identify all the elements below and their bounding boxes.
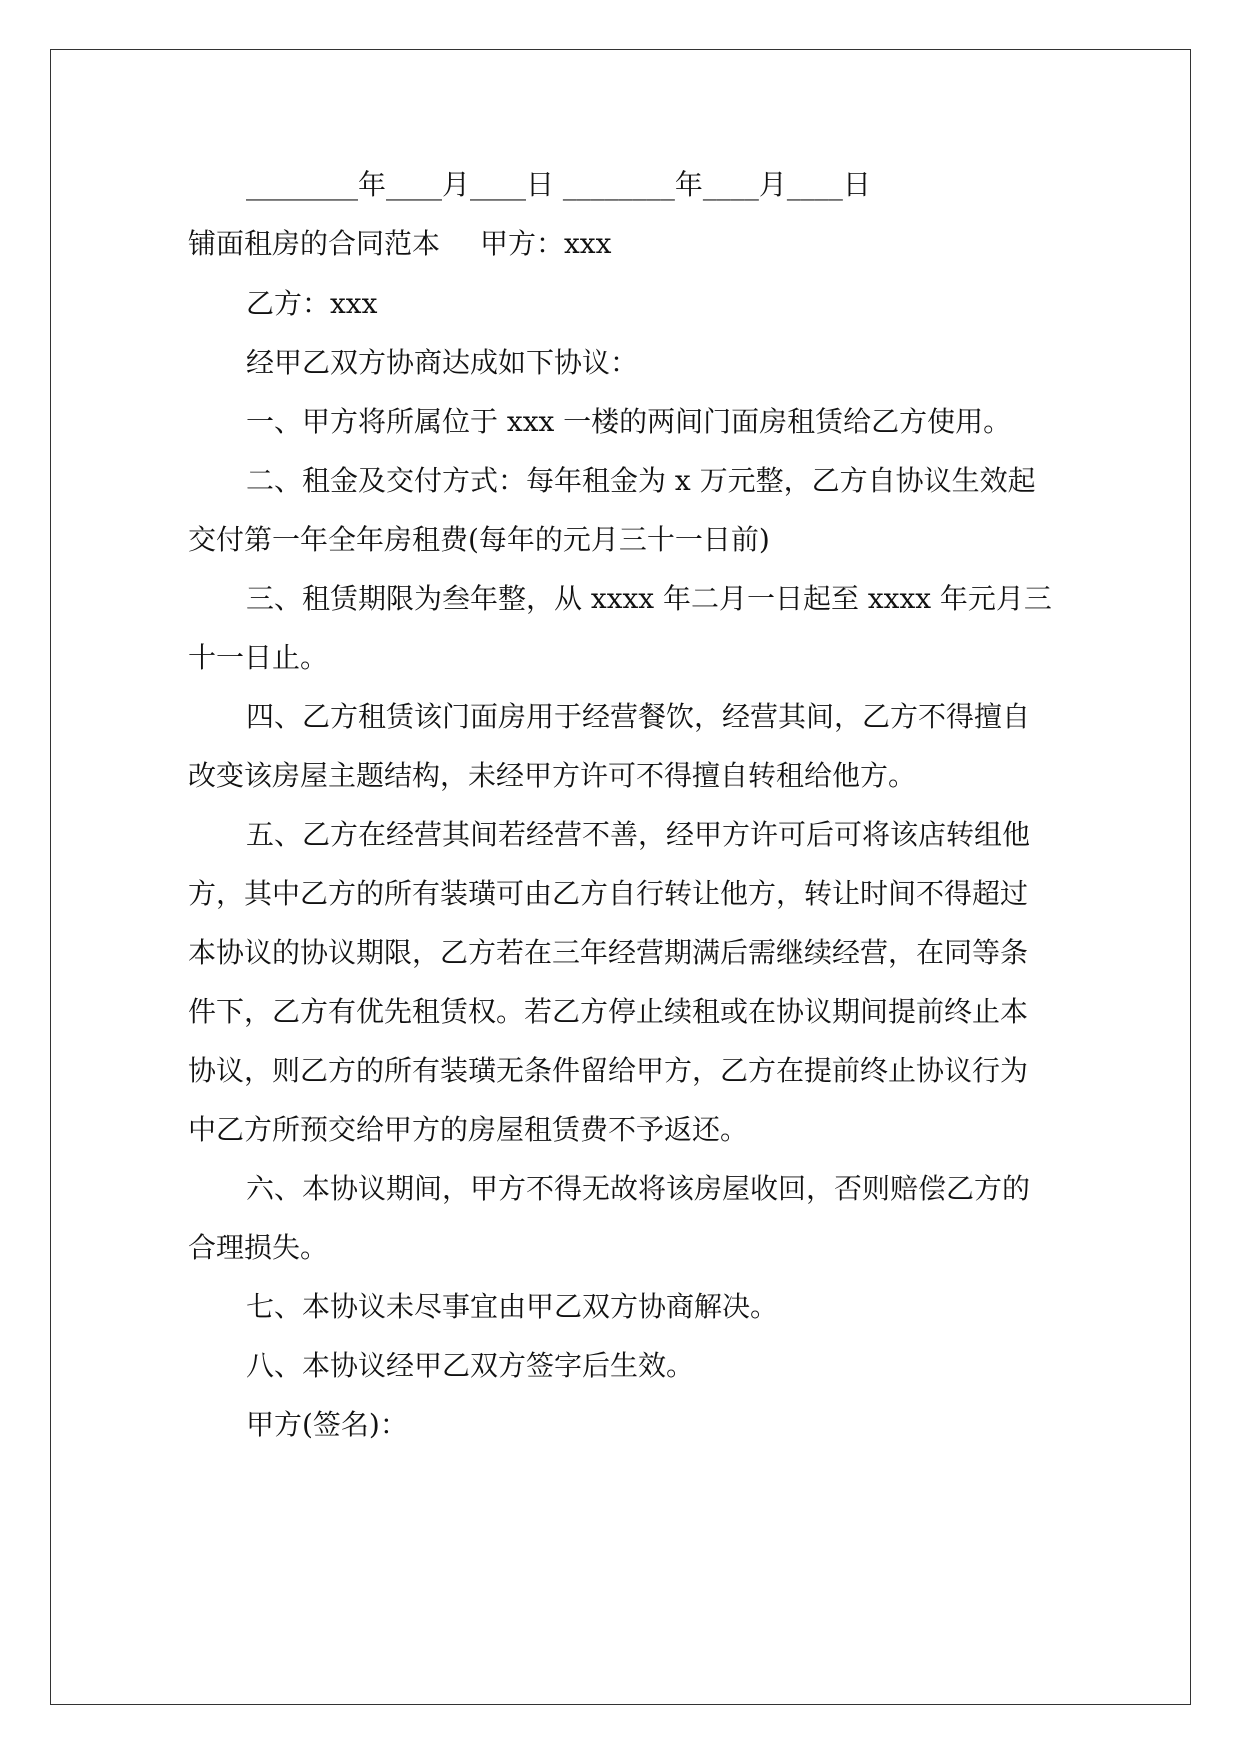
clause-line: 一、甲方将所属位于 xxx 一楼的两间门面房租赁给乙方使用。: [246, 405, 1012, 438]
clause-line: 合理损失。: [188, 1231, 329, 1264]
date-line: ________年____月____日 ________年____月____日: [246, 168, 871, 201]
document-title: 铺面租房的合同范本: [188, 227, 441, 260]
party-a: 甲方：xxx: [480, 227, 612, 260]
clause-line: 交付第一年全年房租费(每年的元月三十一日前): [188, 523, 770, 556]
clause-line: 四、乙方租赁该门面房用于经营餐饮，经营其间，乙方不得擅自: [246, 700, 1031, 733]
clause-line: 六、本协议期间，甲方不得无故将该房屋收回，否则赔偿乙方的: [246, 1172, 1031, 1205]
clause-line: 三、租赁期限为叁年整，从 xxxx 年二月一日起至 xxxx 年元月三: [246, 582, 1052, 615]
clause-line: 七、本协议未尽事宜由甲乙双方协商解决。: [246, 1290, 779, 1323]
clause-line: 协议，则乙方的所有装璜无条件留给甲方，乙方在提前终止协议行为: [188, 1054, 1029, 1087]
clause-line: 十一日止。: [188, 641, 329, 674]
title-line: [188, 224, 1058, 264]
party-b: 乙方：xxx: [246, 287, 378, 320]
clause-line: 件下，乙方有优先租赁权。若乙方停止续租或在协议期间提前终止本: [188, 995, 1029, 1028]
clause-line: 方，其中乙方的所有装璜可由乙方自行转让他方，转让时间不得超过: [188, 877, 1029, 910]
clause-line: 改变该房屋主题结构，未经甲方许可不得擅自转租给他方。: [188, 759, 917, 792]
clause-line: 五、乙方在经营其间若经营不善，经甲方许可后可将该店转组他: [246, 818, 1031, 851]
clause-line: 本协议的协议期限，乙方若在三年经营期满后需继续经营，在同等条: [188, 936, 1029, 969]
clause-line: 中乙方所预交给甲方的房屋租赁费不予返还。: [188, 1113, 749, 1146]
clause-line: 二、租金及交付方式：每年租金为 x 万元整，乙方自协议生效起: [246, 464, 1036, 497]
signature-line: 甲方(签名)：: [246, 1408, 408, 1441]
clause-line: 八、本协议经甲乙双方签字后生效。: [246, 1349, 695, 1382]
intro-paragraph: 经甲乙双方协商达成如下协议：: [246, 346, 639, 379]
